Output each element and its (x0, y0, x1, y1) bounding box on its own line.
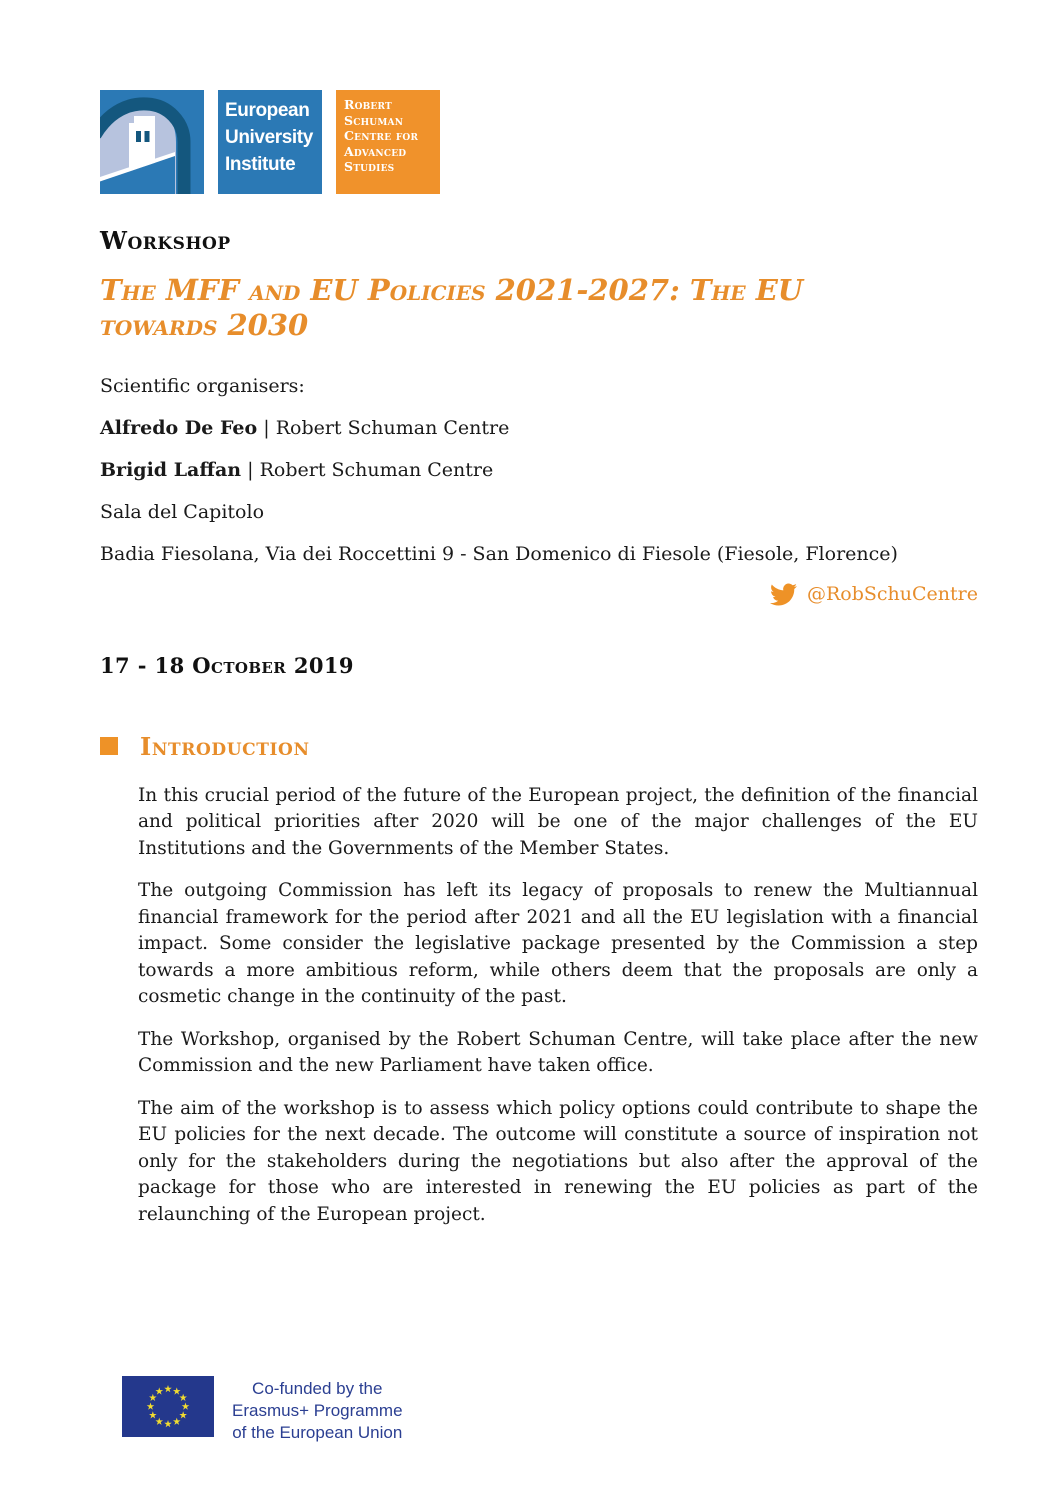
rscas-name-line: Centre for (344, 128, 419, 143)
intro-paragraph: The Workshop, organised by the Robert Schuman Centre, will take place after the new Commission and the new Parliament have taken office. (138, 1028, 978, 1077)
twitter-row (100, 581, 978, 613)
organiser-line (100, 458, 978, 483)
twitter-handle: @RobSchuCentre (806, 583, 978, 606)
organiser-name: Brigid Laffan (100, 458, 242, 481)
organiser-affiliation: Robert Schuman Centre (275, 416, 510, 439)
funding-footer (122, 1376, 403, 1444)
rscas-name-block (336, 90, 440, 194)
separator: | (263, 416, 270, 439)
rscas-name-line: Schuman (344, 112, 404, 128)
introduction-heading: Introduction (140, 731, 310, 761)
section-bullet-icon (100, 737, 118, 755)
eui-name-block (218, 90, 322, 194)
funding-statement-line: Erasmus+ Programme (232, 1401, 403, 1420)
introduction-section-header (100, 732, 978, 761)
rscas-name-line: Studies (344, 159, 395, 174)
eu-flag-icon (122, 1376, 214, 1437)
organisers-label: Scientific organisers: (100, 374, 305, 397)
separator: | (247, 458, 254, 481)
intro-paragraph: The outgoing Commission has left its legacy of proposals to renew the Multiannual financial framework for the period after 2021 and all the EU legislation with a financial impact. Some consider the legislative package presented by the Commission a step towards a more ambitious reform, while others deem that the proposals are only a cosmetic change in the continuity of the past. (138, 880, 978, 1008)
event-dates: 17 - 18 October 2019 (100, 652, 354, 678)
eui-name-line: European (225, 100, 310, 121)
twitter-bird-icon (770, 581, 797, 608)
organiser-name: Alfredo De Feo (100, 416, 258, 439)
eui-name-line: University (225, 127, 313, 148)
rscas-name-line: Advanced (344, 143, 407, 159)
workshop-title (100, 273, 900, 344)
rscas-name-line: Robert (344, 97, 392, 112)
workshop-title-line: The MFF and EU Policies 2021-2027: The EU (100, 273, 804, 307)
funding-statement-line: Co-funded by the (252, 1379, 383, 1398)
document-kicker: Workshop (100, 226, 231, 255)
address-line: Badia Fiesolana, Via dei Roccettini 9 - San Domenico di Fiesole (Fiesole, Florence) (100, 542, 898, 565)
intro-paragraph: In this crucial period of the future of the European project, the definition of the financial and political priorities after 2020 will be one of the major challenges of the EU Institutions and the Governments of the Member States. (138, 784, 978, 859)
funding-statement (232, 1376, 403, 1444)
eui-badia-logo-icon (100, 90, 204, 194)
venue-line: Sala del Capitolo (100, 500, 265, 523)
twitter-link[interactable] (770, 581, 978, 608)
workshop-title-line: towards 2030 (100, 308, 309, 343)
logo-lockup (100, 90, 978, 194)
organiser-line (100, 416, 978, 441)
funding-statement-line: of the European Union (232, 1423, 403, 1442)
organiser-affiliation: Robert Schuman Centre (259, 458, 494, 481)
eui-name-line: Institute (225, 154, 296, 175)
intro-paragraph: The aim of the workshop is to assess which policy options could contribute to shape the EU policies for the next decade. The outcome will constitute a source of inspiration not only for the stakeholders during the negotiations but also after the approval of the package for those who are interested in renewing the EU policies as part of the relaunching of the European project. (138, 1097, 978, 1225)
